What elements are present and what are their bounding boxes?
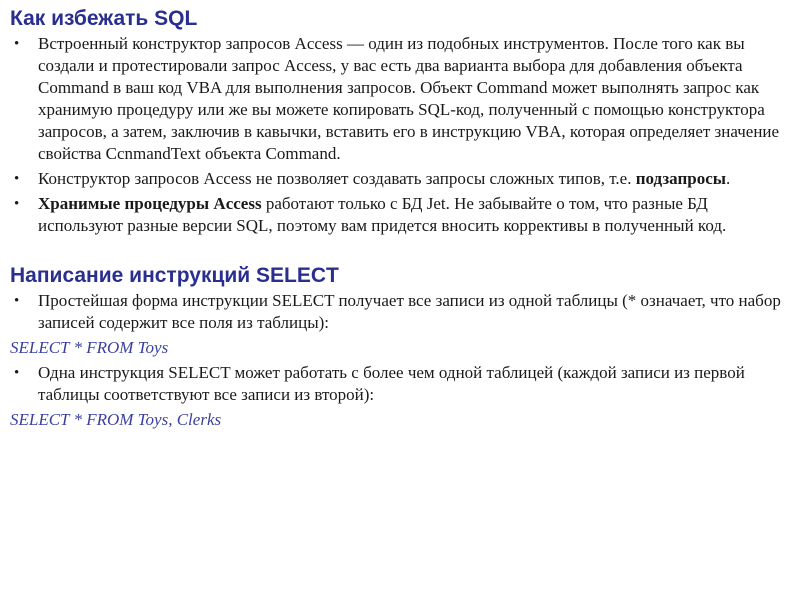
list-item-text: Одна инструкция SELECT может работать с более чем одной таблицей (каждой записи из первой таблицы соответствуют все записи из второй): <box>38 363 745 404</box>
section-title-select: Написание инструкций SELECT <box>10 264 339 287</box>
list-item-text-end: . <box>726 169 731 188</box>
code-example: SELECT * FROM Toys <box>10 338 169 357</box>
list-item-bold-term: Хранимые процедуры Access <box>38 194 262 213</box>
bullet-icon: • <box>14 36 20 52</box>
list-item-text: Конструктор запросов Access не позволяет создавать запросы сложных типов, т.е. <box>38 169 636 188</box>
list-item <box>10 33 790 165</box>
bullet-icon: • <box>14 196 20 212</box>
bullet-icon: • <box>14 365 20 381</box>
bullet-list-select <box>10 290 790 334</box>
list-item-text: работают только с БД Jet. Не забывайте о том, что разные БД используют разные версии SQL, поэтому вам придется вносить коррективы в полученный код. <box>38 194 727 235</box>
list-item-bold-term: подзапросы <box>635 169 727 188</box>
code-example: SELECT * FROM Toys, Clerks <box>10 410 222 429</box>
bullet-list-select-2 <box>10 362 790 406</box>
list-item <box>10 362 790 406</box>
section-title-avoid-sql: Как избежать SQL <box>10 7 198 30</box>
list-item-text: Встроенный конструктор запросов Access — один из подобных инструментов. После того как вы создали и протестировали запрос Access, у вас есть два варианта выбора для добавления объекта Command в ваш код VBA для выполнения запросов. Объект Command может выполнять запрос как хранимую процедуру или же вы можете копировать SQL-код, полученный с помощью конструктора запросов, а затем, заключив в кавычки, вставить его в инструкцию VBA, которая определяет значение свойства CcnmandText объекта Command. <box>38 34 780 163</box>
bullet-icon: • <box>14 171 20 187</box>
list-item <box>10 168 790 190</box>
list-item <box>10 193 790 237</box>
list-item <box>10 290 790 334</box>
list-item-text: Простейшая форма инструкции SELECT получает все записи из одной таблицы (* означает, что набор записей содержит все поля из таблицы): <box>38 291 781 332</box>
bullet-list-avoid-sql <box>10 33 790 237</box>
bullet-icon: • <box>14 293 20 309</box>
